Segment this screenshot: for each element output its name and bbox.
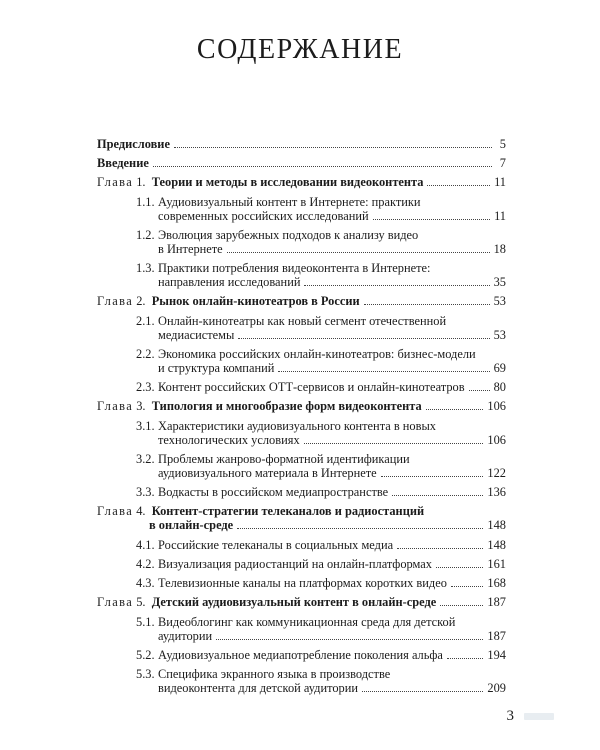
section-entry <box>97 347 506 375</box>
section-entry <box>97 195 506 223</box>
section-line <box>136 557 506 571</box>
section-page: 209 <box>487 681 506 695</box>
section-title: медиасистемы <box>158 328 235 342</box>
section-entry <box>97 667 506 695</box>
section-line <box>136 667 506 681</box>
chapter-title-line <box>97 504 506 518</box>
chapter-word: Глава <box>97 175 134 189</box>
section-title: Специфика экранного языка в производстве <box>158 667 391 681</box>
dot-leader <box>426 409 484 410</box>
section-title: видеоконтента для детской аудитории <box>158 681 358 695</box>
section-page: 106 <box>487 433 506 447</box>
section-line <box>136 433 506 447</box>
section-page: 148 <box>487 538 506 552</box>
chapter-page: 148 <box>487 518 506 532</box>
chapter-number: 5. <box>136 595 146 609</box>
dot-leader <box>237 528 483 529</box>
section-line <box>136 576 506 590</box>
chapter-title: в онлайн-среде <box>149 518 234 532</box>
section-number: 2.2. <box>136 347 155 361</box>
dot-leader <box>447 658 483 659</box>
section-number: 3.2. <box>136 452 155 466</box>
chapter-title-line <box>97 294 506 308</box>
section-title: Видеоблогинг как коммуникационная среда для детской <box>158 615 456 629</box>
chapter-page: 187 <box>487 595 506 609</box>
section-page: 187 <box>487 629 506 643</box>
toc-entry-front <box>97 156 506 170</box>
section-number: 3.3. <box>136 485 155 499</box>
section-number: 5.2. <box>136 648 155 662</box>
chapter-entry <box>97 595 506 609</box>
toc-line <box>97 156 506 170</box>
chapter-entry <box>97 294 506 308</box>
section-page: 18 <box>493 242 506 256</box>
chapter-title: Контент-стратегии телеканалов и радиостанций <box>151 504 425 518</box>
section-line <box>136 615 506 629</box>
section-title: Проблемы жанрово-форматной идентификации <box>158 452 410 466</box>
section-line <box>136 538 506 552</box>
chapter-number: 4. <box>136 504 146 518</box>
section-line <box>136 261 506 275</box>
dot-leader <box>174 147 492 148</box>
section-entry <box>97 228 506 256</box>
section-line <box>136 419 506 433</box>
section-page: 194 <box>487 648 506 662</box>
section-title: Водкасты в российском медиапространстве <box>158 485 389 499</box>
page-title: СОДЕРЖАНИЕ <box>196 34 404 65</box>
toc-entry-front <box>97 137 506 151</box>
section-title: Контент российских ОТТ-сервисов и онлайн-кинотеатров <box>158 380 465 394</box>
section-title: Аудиовизуальное медиапотребление поколения альфа <box>158 648 443 662</box>
section-page: 168 <box>487 576 506 590</box>
section-line <box>136 314 506 328</box>
entry-page: 7 <box>499 156 506 170</box>
section-line <box>136 648 506 662</box>
section-page: 53 <box>493 328 506 342</box>
section-entry <box>97 538 506 552</box>
section-title: аудиовизуального материала в Интернете <box>158 466 377 480</box>
chapter-entry <box>97 399 506 413</box>
chapter-word: Глава <box>97 294 134 308</box>
page-number: 3 <box>506 708 514 724</box>
section-title: Практики потребления видеоконтента в Интернете: <box>158 261 431 275</box>
section-line <box>136 485 506 499</box>
dot-leader <box>392 495 483 496</box>
section-title: Российские телеканалы в социальных медиа <box>158 538 394 552</box>
chapter-title: Рынок онлайн-кинотеатров в России <box>151 294 360 308</box>
chapter-page: 106 <box>487 399 506 413</box>
chapter-entry <box>97 175 506 189</box>
chapter-word: Глава <box>97 504 134 518</box>
section-entry <box>97 314 506 342</box>
section-title: Аудиовизуальный контент в Интернете: практики <box>158 195 421 209</box>
chapter-page: 53 <box>493 294 506 308</box>
section-number: 3.1. <box>136 419 155 433</box>
chapter-title-line <box>97 399 506 413</box>
chapter-entry <box>97 504 506 532</box>
section-entry <box>97 380 506 394</box>
section-line <box>136 228 506 242</box>
chapter-title: Теории и методы в исследовании видеоконтента <box>151 175 424 189</box>
section-entry <box>97 557 506 571</box>
section-line <box>136 242 506 256</box>
section-number: 1.2. <box>136 228 155 242</box>
section-title: и структура компаний <box>158 361 275 375</box>
dot-leader <box>153 166 492 167</box>
chapter-title: Типология и многообразие форм видеоконтента <box>151 399 422 413</box>
section-title: Характеристики аудиовизуального контента в новых <box>158 419 437 433</box>
section-line <box>136 629 506 643</box>
dot-leader <box>304 443 484 444</box>
dot-leader <box>451 586 483 587</box>
entry-title: Введение <box>97 156 149 170</box>
scan-mark <box>524 713 554 720</box>
section-line <box>136 466 506 480</box>
toc-line <box>97 137 506 151</box>
chapter-number: 2. <box>136 294 146 308</box>
section-title: современных российских исследований <box>158 209 369 223</box>
dot-leader <box>440 605 483 606</box>
section-line <box>136 681 506 695</box>
section-title: Эволюция зарубежных подходов к анализу видео <box>158 228 419 242</box>
table-of-contents <box>97 137 506 700</box>
chapter-title: Детский аудиовизуальный контент в онлайн-среде <box>151 595 437 609</box>
dot-leader <box>362 691 483 692</box>
section-entry <box>97 648 506 662</box>
entry-page: 5 <box>499 137 506 151</box>
section-title: Экономика российских онлайн-кинотеатров: бизнес-модели <box>158 347 476 361</box>
section-line <box>136 195 506 209</box>
section-number: 2.3. <box>136 380 155 394</box>
section-title: направления исследований <box>158 275 301 289</box>
entry-title: Предисловие <box>97 137 170 151</box>
section-number: 2.1. <box>136 314 155 328</box>
section-entry <box>97 419 506 447</box>
dot-leader <box>304 285 489 286</box>
section-title: технологических условиях <box>158 433 300 447</box>
section-line <box>136 380 506 394</box>
section-line <box>136 347 506 361</box>
section-page: 122 <box>487 466 506 480</box>
chapter-title-line <box>97 595 506 609</box>
section-line <box>136 361 506 375</box>
dot-leader <box>436 567 483 568</box>
section-number: 4.1. <box>136 538 155 552</box>
section-entry <box>97 452 506 480</box>
section-page: 80 <box>493 380 506 394</box>
dot-leader <box>427 185 490 186</box>
chapter-word: Глава <box>97 595 134 609</box>
section-line <box>136 209 506 223</box>
section-entry <box>97 261 506 289</box>
chapter-number: 3. <box>136 399 146 413</box>
section-line <box>136 275 506 289</box>
section-number: 4.3. <box>136 576 155 590</box>
section-number: 1.3. <box>136 261 155 275</box>
section-number: 1.1. <box>136 195 155 209</box>
section-entry <box>97 576 506 590</box>
section-page: 136 <box>487 485 506 499</box>
dot-leader <box>364 304 490 305</box>
dot-leader <box>397 548 483 549</box>
section-page: 69 <box>493 361 506 375</box>
section-title: Онлайн-кинотеатры как новый сегмент отечественной <box>158 314 447 328</box>
dot-leader <box>469 390 490 391</box>
chapter-word: Глава <box>97 399 134 413</box>
section-number: 5.1. <box>136 615 155 629</box>
chapter-title-line <box>97 175 506 189</box>
chapter-page: 11 <box>494 175 506 189</box>
dot-leader <box>373 219 490 220</box>
section-title: аудитории <box>158 629 213 643</box>
dot-leader <box>278 371 489 372</box>
section-entry <box>97 615 506 643</box>
section-number: 4.2. <box>136 557 155 571</box>
dot-leader <box>216 639 483 640</box>
dot-leader <box>227 252 490 253</box>
section-page: 161 <box>487 557 506 571</box>
chapter-number: 1. <box>136 175 146 189</box>
section-line <box>136 452 506 466</box>
section-title: Телевизионные каналы на платформах коротких видео <box>158 576 447 590</box>
section-title: в Интернете <box>158 242 223 256</box>
dot-leader <box>381 476 484 477</box>
chapter-title-line <box>97 518 506 532</box>
section-page: 11 <box>494 209 506 223</box>
section-page: 35 <box>493 275 506 289</box>
section-number: 5.3. <box>136 667 155 681</box>
dot-leader <box>238 338 489 339</box>
section-line <box>136 328 506 342</box>
section-entry <box>97 485 506 499</box>
section-title: Визуализация радиостанций на онлайн-платформах <box>158 557 432 571</box>
